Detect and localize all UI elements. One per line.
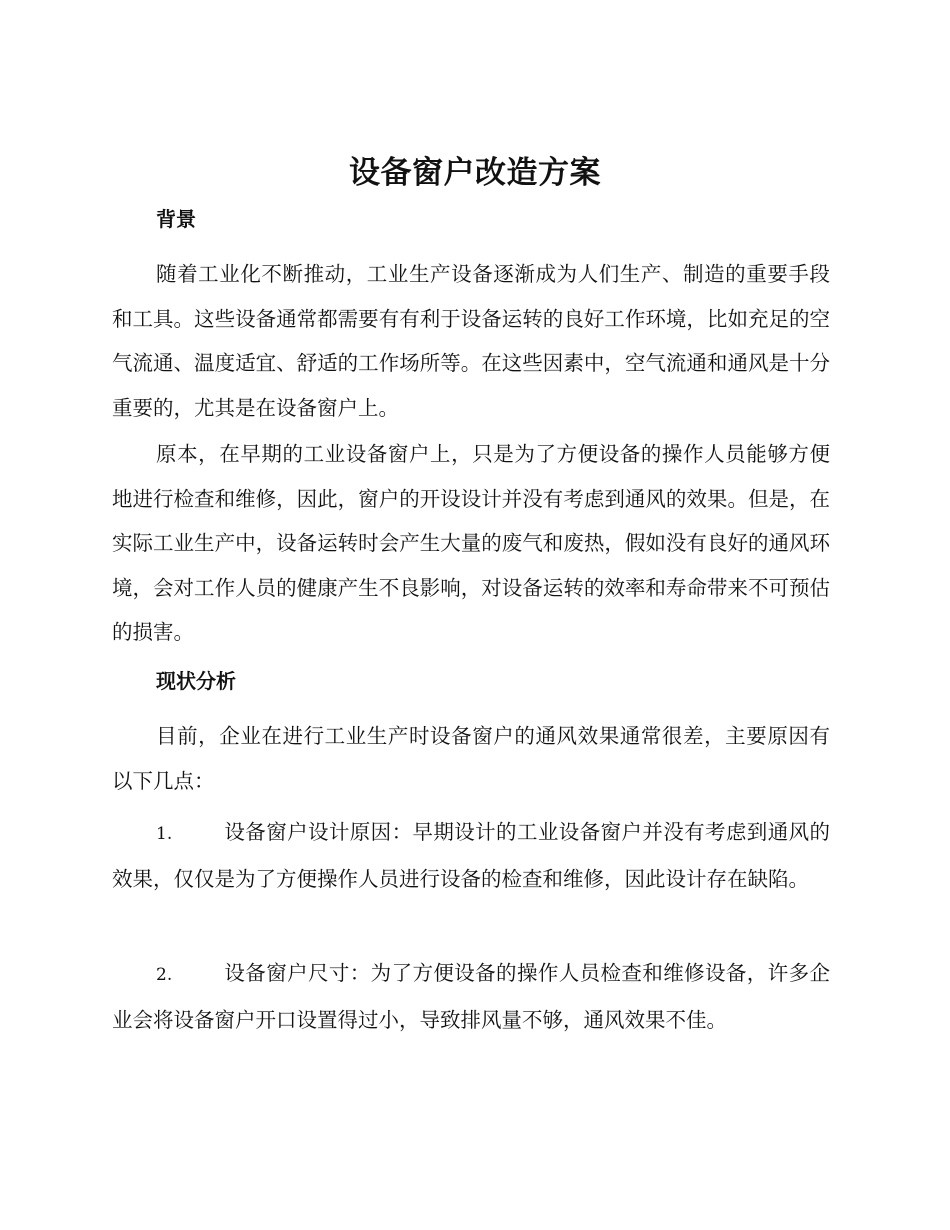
list-item-text: 设备窗户尺寸：为了方便设备的操作人员检查和维修设备，许多企业会将设备窗户开口设置得过小，导致排风量不够，通风效果不佳。 <box>112 961 830 1032</box>
list-item <box>112 951 830 1042</box>
paragraph: 目前，企业在进行工业生产时设备窗户的通风效果通常很差，主要原因有以下几点： <box>112 724 830 793</box>
section-heading-analysis: 现状分析 <box>156 669 236 693</box>
paragraph: 原本，在早期的工业设备窗户上，只是为了方便设备的操作人员能够方便地进行检查和维修，因此，窗户的开设设计并没有考虑到通风的效果。但是，在实际工业生产中，设备运转时会产生大量的废气和废热，假如没有良好的通风环境，会对工作人员的健康产生不良影响，对设备运转的效率和寿命带来不可预估的损害。 <box>112 442 830 644</box>
list-item-number: 2. <box>156 965 173 985</box>
document-title: 设备窗户改造方案 <box>349 155 601 191</box>
list-item-number: 1. <box>156 824 173 844</box>
paragraph: 随着工业化不断推动，工业生产设备逐渐成为人们生产、制造的重要手段和工具。这些设备通常都需要有有利于设备运转的良好工作环境，比如充足的空气流通、温度适宜、舒适的工作场所等。在这些因素中，空气流通和通风是十分重要的，尤其是在设备窗户上。 <box>112 262 830 420</box>
list-item-text: 设备窗户设计原因：早期设计的工业设备窗户并没有考虑到通风的效果，仅仅是为了方便操作人员进行设备的检查和维修，因此设计存在缺陷。 <box>112 820 830 891</box>
section-heading-background: 背景 <box>156 207 196 231</box>
list-item <box>112 810 830 901</box>
